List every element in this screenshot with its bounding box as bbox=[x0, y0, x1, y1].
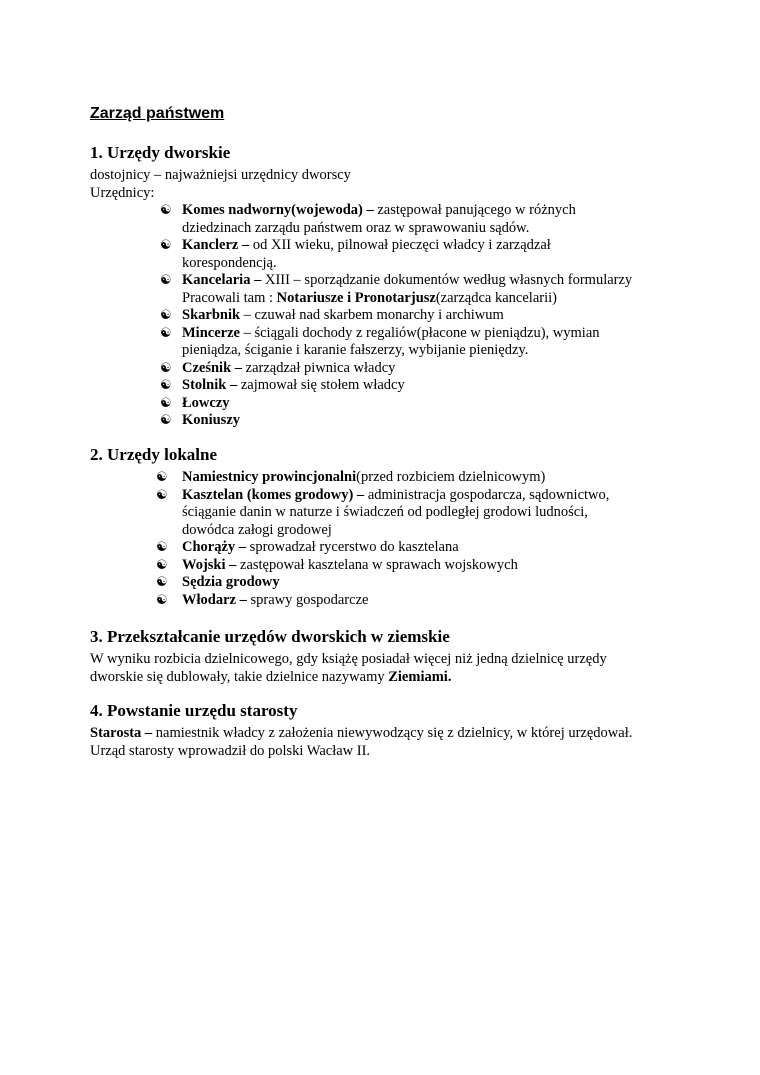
list-item bbox=[160, 360, 690, 378]
yin-yang-icon: ☯ bbox=[160, 308, 172, 323]
section-heading: 2. Urzędy lokalne bbox=[90, 445, 218, 464]
item-term: Kasztelan (komes grodowy) – bbox=[182, 486, 365, 503]
section-heading: 3. Przekształcanie urzędów dworskich w ziemskie bbox=[90, 627, 450, 646]
yin-yang-icon: ☯ bbox=[160, 273, 172, 288]
item-text-cont: ściąganie danin w naturze i świadczeń od podległej grodowi ludności, bbox=[182, 504, 588, 520]
yin-yang-icon: ☯ bbox=[156, 557, 168, 573]
list-item bbox=[160, 412, 690, 430]
yin-yang-icon: ☯ bbox=[160, 395, 172, 411]
item-term: Notariusze i Pronotarjusz bbox=[276, 289, 436, 306]
paragraph-line: Urząd starosty wprowadził do polski Wacław II. bbox=[90, 742, 371, 759]
section-ziemskie bbox=[90, 627, 690, 686]
list-item bbox=[160, 307, 690, 325]
yin-yang-icon: ☯ bbox=[156, 592, 168, 608]
paragraph-text: namiestnik władcy z założenia niewywodzący się z dzielnicy, w której urzędował. bbox=[152, 725, 633, 741]
paragraph-term: Ziemiami. bbox=[388, 668, 452, 685]
list-item bbox=[156, 592, 690, 610]
item-text-cont: korespondencją. bbox=[182, 254, 277, 271]
section-dworskie bbox=[90, 143, 690, 430]
section-heading: 1. Urzędy dworskie bbox=[90, 143, 231, 162]
yin-yang-icon: ☯ bbox=[160, 360, 172, 376]
item-term: Kancelaria – bbox=[182, 272, 262, 288]
list-item bbox=[156, 557, 690, 575]
item-term: Sędzia grodowy bbox=[182, 574, 280, 590]
item-text: (zarządca kancelarii) bbox=[435, 289, 557, 306]
intro-line: dostojnicy – najważniejsi urzędnicy dworscy bbox=[90, 167, 351, 183]
section-starosta bbox=[90, 701, 690, 760]
yin-yang-icon: ☯ bbox=[160, 413, 172, 428]
item-text: XIII – sporządzanie dokumentów według własnych formularzy bbox=[261, 272, 633, 288]
item-term: Stolnik – bbox=[182, 377, 238, 393]
paragraph-term: Starosta – bbox=[90, 725, 153, 741]
item-text: zastępował panującego w różnych bbox=[373, 202, 576, 218]
item-text: zastępował kasztelana w sprawach wojskowych bbox=[236, 556, 518, 573]
item-term: Włodarz – bbox=[182, 591, 247, 608]
item-term: Kanclerz – bbox=[182, 237, 250, 253]
item-text: Pracowali tam : bbox=[182, 289, 277, 306]
item-term: Chorąży – bbox=[182, 539, 247, 555]
list-item bbox=[160, 272, 690, 307]
list-item bbox=[156, 539, 690, 557]
item-text: – ściągali dochody z regaliów(płacone w pieniądzu), wymian bbox=[239, 324, 600, 341]
item-text: sprowadzał rycerstwo do kasztelana bbox=[246, 539, 459, 555]
paragraph-line: W wyniku rozbicia dzielnicowego, gdy książę posiadał więcej niż jedną dzielnicę urzędy bbox=[90, 651, 607, 667]
paragraph-line bbox=[90, 725, 690, 743]
item-term: Namiestnicy prowincjonalni bbox=[182, 469, 357, 485]
list-item bbox=[160, 202, 690, 237]
document-title: Zarząd państwem bbox=[90, 105, 225, 122]
item-text-cont: dowódca załogi grodowej bbox=[182, 521, 332, 538]
section-heading: 4. Powstanie urzędu starosty bbox=[90, 701, 298, 720]
section-lokalne bbox=[90, 445, 690, 609]
item-text: od XII wieku, pilnował pieczęci władcy i zarządzał bbox=[249, 237, 551, 253]
yin-yang-icon: ☯ bbox=[156, 470, 168, 485]
item-text: administracja gospodarcza, sądownictwo, bbox=[364, 486, 610, 503]
list-item bbox=[160, 325, 690, 360]
item-term: Wojski – bbox=[182, 556, 237, 573]
item-text: sprawy gospodarcze bbox=[246, 591, 369, 608]
officials-list bbox=[90, 202, 690, 430]
yin-yang-icon: ☯ bbox=[160, 325, 172, 341]
list-item bbox=[160, 395, 690, 413]
item-text: zarządzał piwnica władcy bbox=[242, 359, 396, 376]
item-text: zajmował się stołem władcy bbox=[237, 377, 405, 393]
yin-yang-icon: ☯ bbox=[156, 487, 168, 503]
list-item bbox=[156, 574, 690, 592]
intro-line: Urzędnicy: bbox=[90, 184, 155, 201]
item-text: (przed rozbiciem dzielnicowym) bbox=[356, 469, 546, 485]
item-term: Koniuszy bbox=[182, 412, 241, 428]
yin-yang-icon: ☯ bbox=[160, 203, 172, 218]
item-term: Skarbnik bbox=[182, 307, 241, 323]
paragraph-line bbox=[90, 669, 690, 687]
list-item bbox=[156, 487, 690, 540]
item-term: Komes nadworny(wojewoda) – bbox=[182, 202, 374, 218]
list-item bbox=[160, 377, 690, 395]
item-term: Łowczy bbox=[182, 394, 230, 411]
paragraph-text: dworskie się dublowały, takie dzielnice nazywamy bbox=[90, 668, 389, 685]
yin-yang-icon: ☯ bbox=[160, 238, 172, 253]
list-item bbox=[160, 237, 690, 272]
local-officials-list bbox=[90, 469, 690, 609]
yin-yang-icon: ☯ bbox=[160, 378, 172, 393]
item-text: – czuwał nad skarbem monarchy i archiwum bbox=[240, 307, 504, 323]
item-text-cont bbox=[182, 290, 690, 308]
item-text-cont: pieniądza, ściganie i karanie fałszerzy, wybijanie pieniędzy. bbox=[182, 342, 529, 358]
item-term: Mincerze bbox=[182, 324, 240, 341]
list-item bbox=[156, 469, 690, 487]
item-text-cont: dziedzinach zarządu państwem oraz w sprawowaniu sądów. bbox=[182, 219, 530, 236]
yin-yang-icon: ☯ bbox=[156, 575, 168, 590]
yin-yang-icon: ☯ bbox=[156, 540, 168, 555]
item-term: Cześnik – bbox=[182, 359, 243, 376]
